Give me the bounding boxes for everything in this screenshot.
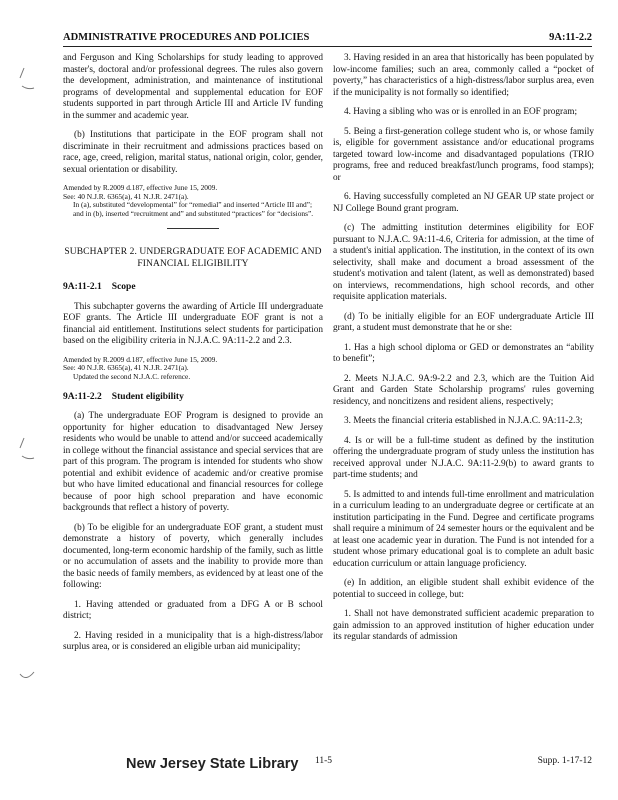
list-item: 1. Has a high school diploma or GED or demonstrates an “ability to benefit”; xyxy=(333,342,594,364)
subchapter-title: SUBCHAPTER 2. UNDERGRADUATE EOF ACADEMIC AND FINANCIAL ELIGIBILITY xyxy=(64,247,322,269)
left-column xyxy=(63,53,323,662)
supplement-date: Supp. 1-17-12 xyxy=(537,756,592,766)
right-column xyxy=(333,53,594,652)
section-name: Student eligibility xyxy=(111,391,184,402)
section-heading xyxy=(63,282,323,294)
note-line: Amended by R.2009 d.187, effective June 15, 2009. xyxy=(63,183,218,192)
paragraph: This subchapter governs the awarding of Article III undergraduate EOF grants. The Article III undergraduate EOF grant is not a financial aid entitlement. Institutions select students for participation based on the eligibility criteria in N.J.A.C. 9A:11-2.2 and 2.3. xyxy=(63,301,323,347)
note-line: See: 40 N.J.R. 6365(a), 41 N.J.R. 2471(a). xyxy=(63,363,189,373)
header-rule xyxy=(63,46,592,47)
margin-mark-icon xyxy=(14,66,38,94)
list-item: 5. Being a first-generation college student who is, or whose family is, eligible for government assistance and/or educational programs targeted toward low-income and disadvantaged populations (TRIO programs, free and reduced breakfast/lunch programs, food stamps); or xyxy=(333,126,594,183)
list-item: 2. Meets N.J.A.C. 9A:9-2.2 and 2.3, which are the Tuition Aid Grant and Garden State Scholarship programs' rules governing residency, and noncitizens and resident aliens, respectively; xyxy=(333,373,594,407)
section-number: 9A:11-2.1 xyxy=(63,282,102,293)
list-item: 3. Meets the financial criteria established in N.J.A.C. 9A:11-2.3; xyxy=(344,416,583,426)
list-item: 4. Having a sibling who was or is enrolled in an EOF program; xyxy=(344,107,578,117)
page-footer xyxy=(0,752,618,782)
header-section-ref: 9A:11-2.2 xyxy=(549,31,592,43)
section-name: Scope xyxy=(111,282,136,293)
history-note xyxy=(63,184,323,218)
paragraph-b: (b) Institutions that participate in the EOF program shall not discriminate in their recruitment and admissions practices based on race, age, creed, religion, marital status, national origin, color, gender, sexual orientation or disability. xyxy=(63,130,323,175)
list-item: 6. Having successfully completed an NJ GEAR UP state project or NJ College Bound grant program. xyxy=(333,192,594,214)
note-line: Updated the second N.J.A.C. reference. xyxy=(73,372,191,382)
list-item: 5. Is admitted to and intends full-time enrollment and matriculation in a curriculum leading to an undergraduate degree or certificate at an institution participating in the Fund. Degree and certificate programs shall require a minimum of 24 semester hours or the equivalent and be at least one academic year in duration. The Fund is not intended for a student whose primary educational goal is to complete an adult basic education curriculum or attain language proficiency. xyxy=(333,489,594,569)
paragraph: and Ferguson and King Scholarships for study leading to approved master's, doctoral and/or professional degrees. The rules also govern the development, administration, and maintenance of institutional programs of developmental and supplemental education for EOF students supported in part through Article III and Article IV funding in the summer and academic year. xyxy=(63,53,323,121)
list-item: 1. Having attended or graduated from a DFG A or B school district; xyxy=(63,599,323,622)
paragraph-e: (e) In addition, an eligible student shall exhibit evidence of the potential to succeed in college, but: xyxy=(333,578,594,600)
paragraph-a: (a) The undergraduate EOF Program is designed to provide an opportunity for higher education to disadvantaged New Jersey residents who would be unable to attend and/or succeed academically in college without the financial assistance and special services that are part of this program. The program is intended for students who show potential and exhibit evidence of academic and/or creative promise but who have limited educational and financial resources for college because of poor high school preparation and have economic backgrounds that reflect a history of poverty. xyxy=(63,411,323,514)
list-item: 4. Is or will be a full-time student as defined by the institution offering the undergraduate program of study unless the institution has received approval under N.J.A.C. 9A:11-2.9(b) to award grants to part-time students; and xyxy=(333,435,594,480)
section-number: 9A:11-2.2 xyxy=(63,391,102,402)
list-item: 1. Shall not have demonstrated sufficient academic preparation to gain admission to an approved institution of higher education under its regular standards of admission xyxy=(333,609,594,642)
margin-mark-icon xyxy=(14,436,38,464)
library-watermark: New Jersey State Library xyxy=(126,756,299,772)
paragraph-d: (d) To be initially eligible for an EOF undergraduate Article III grant, a student must demonstrate that he or she: xyxy=(333,311,594,333)
note-line: Amended by R.2009 d.187, effective June 15, 2009. xyxy=(63,354,218,364)
margin-mark-icon xyxy=(14,660,38,688)
note-line: See: 40 N.J.R. 6365(a), 41 N.J.R. 2471(a). xyxy=(63,191,189,201)
list-item: 3. Having resided in an area that historically has been populated by low-income families; such an area, commonly called a “pocket of poverty,” has characteristics of a high-distress/labor surplus area, even if the municipality is not formally so identified; xyxy=(333,53,594,98)
note-line: In (a), substituted “developmental” for “remedial” and inserted “Article III and”; and in (b), inserted “recruitment and” and substituted “practices” for “decisions”. xyxy=(73,200,314,218)
section-heading xyxy=(63,392,323,404)
page-header xyxy=(63,29,592,45)
history-note xyxy=(63,356,323,382)
page-number: 11-5 xyxy=(315,756,333,766)
divider xyxy=(167,228,219,229)
paragraph-b: (b) To be eligible for an undergraduate EOF grant, a student must demonstrate a history of poverty, which generally includes documented, long-term economic hardship of the family, such as little or no accumulation of assets and the inability to provide more than the basic needs of family members, as evidenced by at least one of the following: xyxy=(63,522,323,591)
header-title: ADMINISTRATIVE PROCEDURES AND POLICIES xyxy=(63,31,310,43)
list-item: 2. Having resided in a municipality that is a high-distress/labor surplus area, or is considered an eligible urban aid municipality; xyxy=(63,630,323,653)
paragraph-c: (c) The admitting institution determines eligibility for EOF pursuant to N.J.A.C. 9A:11-4.6, Criteria for admission, at the time of a student's initial application. The institution, in the context of its own selectivity, shall make and document a broad assessment of the student's motivation and talent (latent, as well as demonstrated) based on interviews, recommendations, high school records, and other requisite application materials. xyxy=(333,223,594,302)
